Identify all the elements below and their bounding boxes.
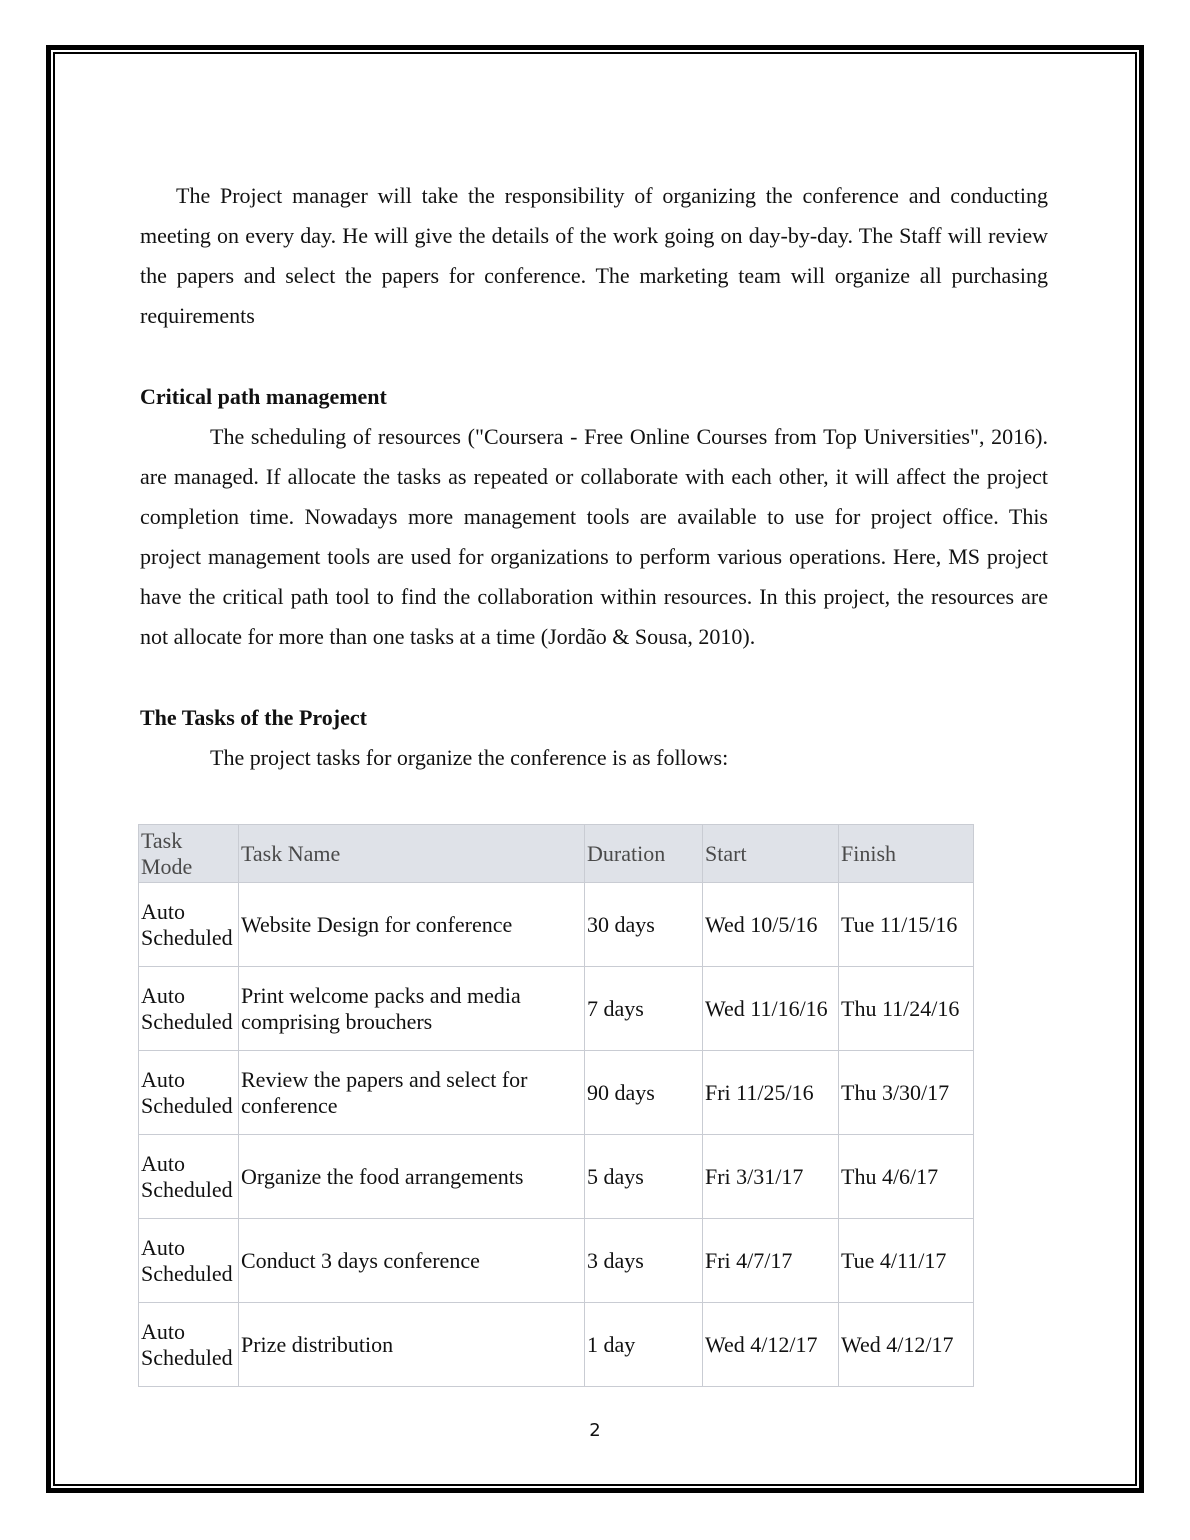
cell-duration: 1 day xyxy=(585,1303,703,1387)
cell-task-mode: Auto Scheduled xyxy=(139,1219,239,1303)
cell-finish: Thu 11/24/16 xyxy=(839,967,974,1051)
table-row xyxy=(139,1051,974,1135)
header-task-mode: Task Mode xyxy=(139,825,239,883)
tasks-table xyxy=(138,824,974,1387)
cell-task-name: Print welcome packs and media comprising brouchers xyxy=(239,967,585,1051)
tasks-intro-paragraph: The project tasks for organize the conference is as follows: xyxy=(210,745,729,770)
cell-start: Wed 11/16/16 xyxy=(703,967,839,1051)
table-row xyxy=(139,1135,974,1219)
cell-duration: 90 days xyxy=(585,1051,703,1135)
cell-finish: Wed 4/12/17 xyxy=(839,1303,974,1387)
cell-start: Fri 3/31/17 xyxy=(703,1135,839,1219)
cell-task-name: Review the papers and select for conference xyxy=(239,1051,585,1135)
cell-duration: 3 days xyxy=(585,1219,703,1303)
header-start: Start xyxy=(703,825,839,883)
cell-task-mode: Auto Scheduled xyxy=(139,967,239,1051)
cell-task-name: Conduct 3 days conference xyxy=(239,1219,585,1303)
table-row xyxy=(139,1303,974,1387)
cell-task-name: Website Design for conference xyxy=(239,883,585,967)
table-row xyxy=(139,1219,974,1303)
critical-path-paragraph: The scheduling of resources ("Coursera - Free Online Courses from Top Universities", 2016). are managed. If allocate the tasks as repeated or collaborate with each other, it will affect the project completion time. Nowadays more management tools are available to use for project office. This project management tools are used for organizations to perform various operations. Here, MS project have the critical path tool to find the collaboration within resources. In this project, the resources are not allocate for more than one tasks at a time (Jordão & Sousa, 2010). xyxy=(140,424,1048,649)
cell-duration: 5 days xyxy=(585,1135,703,1219)
header-finish: Finish xyxy=(839,825,974,883)
page-number: 2 xyxy=(589,1420,601,1441)
table-row xyxy=(139,883,974,967)
cell-start: Fri 11/25/16 xyxy=(703,1051,839,1135)
cell-task-name: Organize the food arrangements xyxy=(239,1135,585,1219)
cell-task-mode: Auto Scheduled xyxy=(139,1303,239,1387)
cell-finish: Thu 4/6/17 xyxy=(839,1135,974,1219)
cell-duration: 30 days xyxy=(585,883,703,967)
header-duration: Duration xyxy=(585,825,703,883)
document-body xyxy=(140,176,1048,778)
table-row xyxy=(139,967,974,1051)
cell-task-mode: Auto Scheduled xyxy=(139,1051,239,1135)
table-header-row xyxy=(139,825,974,883)
critical-path-heading: Critical path management xyxy=(140,384,387,409)
cell-duration: 7 days xyxy=(585,967,703,1051)
cell-finish: Tue 11/15/16 xyxy=(839,883,974,967)
cell-task-name: Prize distribution xyxy=(239,1303,585,1387)
header-task-name: Task Name xyxy=(239,825,585,883)
cell-start: Fri 4/7/17 xyxy=(703,1219,839,1303)
cell-start: Wed 10/5/16 xyxy=(703,883,839,967)
cell-finish: Tue 4/11/17 xyxy=(839,1219,974,1303)
cell-task-mode: Auto Scheduled xyxy=(139,883,239,967)
cell-task-mode: Auto Scheduled xyxy=(139,1135,239,1219)
intro-paragraph: The Project manager will take the responsibility of organizing the conference and conducting meeting on every day. He will give the details of the work going on day-by-day. The Staff will review the papers and select the papers for conference. The marketing team will organize all purchasing requirements xyxy=(140,183,1048,328)
cell-start: Wed 4/12/17 xyxy=(703,1303,839,1387)
cell-finish: Thu 3/30/17 xyxy=(839,1051,974,1135)
tasks-heading: The Tasks of the Project xyxy=(140,705,367,730)
